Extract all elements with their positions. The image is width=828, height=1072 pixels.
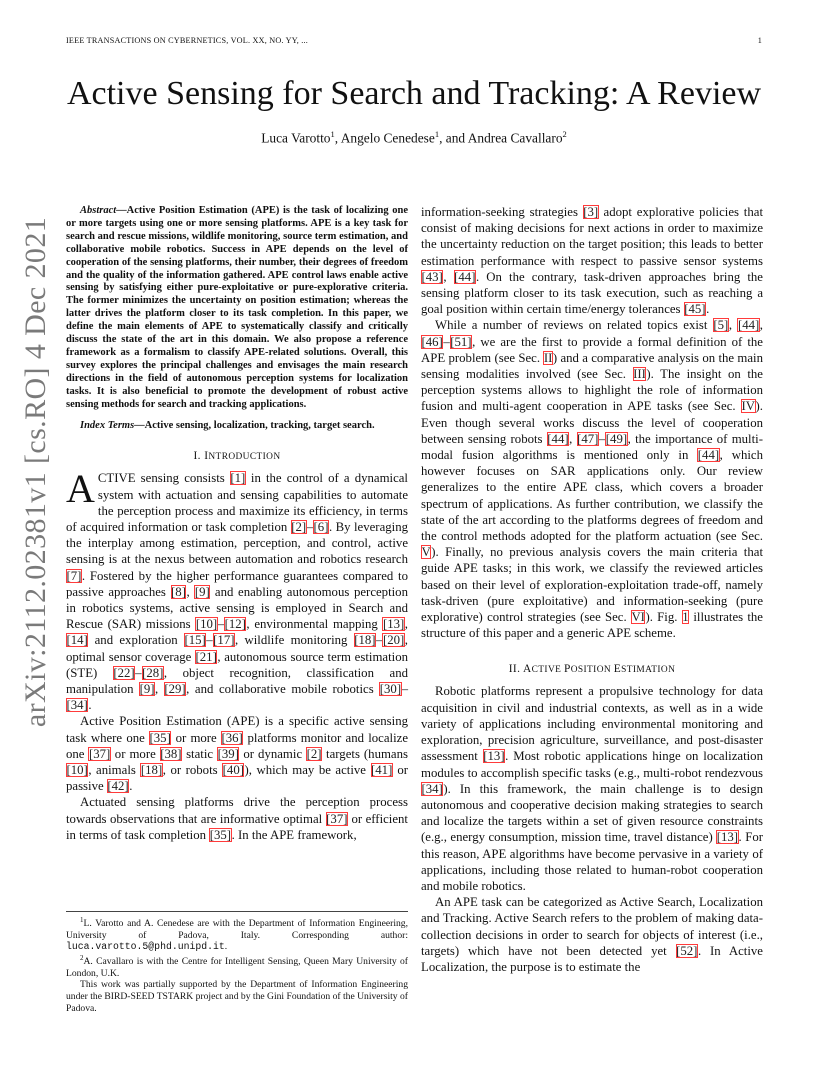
index-terms (66, 420, 408, 433)
body-text: . In the APE framework, (231, 827, 357, 842)
body-text: ). Finally, no previous analysis covers the main criteria that guide APE tasks; in this work, we classify the reviewed articles based on their level of exploration-exploitation trade-off, namely task-driven (pure exploitative) and information-seeking (pure explorative) control strategies (see Sec. (421, 545, 763, 625)
author-name: Angelo Cenedese (340, 130, 435, 146)
body-text: , optimal sensor coverage (66, 633, 408, 664)
section-heading-ape (421, 663, 763, 675)
author-email-link[interactable]: luca.varotto.5@phd.unipd.it (66, 941, 225, 953)
section-title-rest: OSITION (570, 665, 614, 676)
citation-link[interactable]: [7] (66, 568, 82, 583)
section-title-rest: NTRODUCTION (208, 452, 281, 463)
body-text: , (728, 318, 738, 333)
citation-link[interactable]: [44] (697, 448, 720, 463)
body-text: ) and a comparative analysis on the main sensing modalities involved (see Sec. (421, 350, 763, 382)
citation-link[interactable]: [42] (107, 779, 129, 794)
body-text: , autonomous source term estimation (STE) (66, 649, 408, 680)
section-link[interactable]: III (633, 367, 646, 382)
citation-link[interactable]: [39] (217, 746, 239, 761)
body-text: or more (171, 730, 221, 745)
section-link[interactable]: VI (631, 610, 645, 625)
citation-link[interactable]: [44] (454, 269, 476, 284)
citation-link[interactable]: [20] (382, 633, 405, 648)
affiliation-mark: 1 (434, 129, 440, 139)
citation-link[interactable]: [8] (171, 584, 186, 599)
citation-link[interactable]: [18] (354, 633, 376, 648)
section-number: II. (508, 663, 523, 676)
body-text: , or robots (162, 763, 223, 778)
section-title-initial: E (613, 663, 622, 676)
footnote (66, 915, 408, 953)
abstract-text: —Active Position Estimation (APE) is the task of localizing one or more targets using one or more sensing platforms. APE is a key task for search and rescue missions, wildlife monitoring, source term estimation, and collaborative mobile robotics. Success in APE depends on the level of cooperation of the sensing platforms, their number, their degrees of freedom and the quality of the information gathered. APE control laws enable active sensing by satisfying either pure-exploitative or pure-explorative criteria. The former minimizes the uncertainty on position estimation; whereas the latter drives the platform closer to its task completion. In this paper, we define the main elements of APE to systematically classify and critically discuss the state of the art in this domain. We also propose a reference framework as a formalism to classify APE-related solutions. Overall, this survey explores the principal challenges and envisages the main research directions in the field of autonomous perception systems for localization tasks. It is also beneficial to promote the development of robust active sensing methods for search and tracking applications. (66, 205, 408, 410)
body-text: . (706, 302, 710, 317)
citation-link[interactable]: [3] (583, 205, 599, 219)
citation-link[interactable]: [2] (306, 746, 322, 761)
citation-link[interactable]: [52] (676, 943, 698, 958)
citation-link[interactable]: [6] (313, 520, 329, 535)
citation-link[interactable]: [29] (164, 682, 186, 697)
body-text: , the importance of multi-modal fusion algorithms is mentioned only in (421, 431, 763, 463)
body-text: , (569, 431, 577, 446)
body-text: Robotic platforms represent a propulsive technology for data acquisition in civil and industrial contexts, as well as in a wide variety of applications including environmental monitoring and exploration, precision agriculture, surveillance, and post-disaster assessment (421, 684, 763, 764)
footnote (66, 979, 408, 1014)
body-text: static (182, 746, 218, 761)
body-text: . (88, 698, 92, 713)
section-link[interactable]: V (421, 545, 431, 560)
body-text: . (129, 779, 133, 794)
section-number: I. (193, 450, 205, 463)
body-text: – (376, 633, 383, 648)
citation-link[interactable]: [36] (221, 730, 243, 745)
body-text: – (401, 682, 408, 697)
body-text: . By leveraging the interplay among estimation, perception, and control, active sensing is at the nexus between automation and robotics research (66, 520, 408, 567)
section-link[interactable]: II (543, 350, 553, 365)
body-text: . For this reason, APE algorithms have become pervasive in a variety of applications, including those related to human-robot cooperation and mobile robotics. (421, 830, 763, 893)
citation-link[interactable]: [21] (195, 649, 217, 664)
body-text: . Fostered by the higher performance guarantees compared to passive approaches (66, 568, 408, 599)
footnote-text: A. Cavallaro is with the Centre for Intelligent Sensing, Queen Mary University of London, U.K. (66, 956, 408, 979)
body-text: ). Fig. (645, 610, 682, 625)
citation-link[interactable]: [13] (483, 749, 505, 764)
drop-cap: A (66, 466, 95, 512)
citation-link[interactable]: [43] (421, 269, 443, 284)
paragraph (66, 794, 408, 843)
footnote-mark: 2 (80, 953, 84, 962)
citation-link[interactable]: [9] (139, 682, 155, 697)
citation-link[interactable]: [28] (142, 665, 164, 680)
citation-link[interactable]: [12] (224, 617, 246, 632)
journal-name: IEEE TRANSACTIONS ON CYBERNETICS, VOL. XX, NO. YY, ... (66, 36, 309, 45)
paragraph (66, 713, 408, 794)
citation-link[interactable]: [34] (66, 698, 88, 713)
citation-link[interactable]: [46] (421, 334, 443, 349)
body-text: , animals (88, 763, 141, 778)
body-text: in the control of a dynamical system with actuation and sensing capabilities to automate the perception process and maximize its efficiency, in terms of acquired information or task completion (66, 471, 408, 535)
section-title-initial: P (563, 663, 571, 676)
citation-link[interactable]: [14] (66, 633, 88, 648)
body-text: , (404, 617, 408, 632)
body-text: ). Even though several works discuss the level of cooperation between sensing robots (421, 399, 763, 446)
body-text: and exploration (88, 633, 184, 648)
author-separator: , and (439, 130, 468, 146)
body-text: – (598, 431, 606, 446)
section-title-rest: STIMATION (621, 665, 676, 676)
body-text: Active Position Estimation (APE) is a specific active sensing task where one (66, 714, 408, 745)
body-text: , (186, 584, 195, 599)
citation-link[interactable]: [15] (184, 633, 206, 648)
body-text: illustrates the structure of this paper and a generic APE scheme. (421, 610, 763, 641)
paragraph (421, 894, 763, 975)
footnote-text: . (224, 941, 228, 953)
body-text: , and collaborative mobile robotics (186, 682, 380, 697)
footnote-mark: 1 (80, 916, 84, 924)
citation-link[interactable]: [34] (421, 781, 443, 796)
author-list (0, 129, 828, 146)
page-number: 1 (757, 36, 762, 45)
section-heading-introduction (66, 450, 408, 462)
body-text: . On the contrary, task-driven approaches bring the sensing platform closer to its task execution, such as reaching a goal position within certain time/energy tolerances (421, 269, 763, 317)
body-text: ). In this framework, the main challenge is to design autonomous and cooperative decision making strategies to search and localize the targets within a set of given resource constraints (e.g., energy consumption, mission time, travel distance) (421, 781, 763, 845)
citation-link[interactable]: [44] (737, 318, 760, 333)
body-text: and enabling autonomous perception in robotics systems, active sensing is employed in Search and Rescue (SAR) missions (66, 584, 408, 632)
citation-link[interactable]: [5] (713, 318, 729, 333)
citation-link[interactable]: [22] (113, 665, 135, 680)
citation-link[interactable]: [35] (149, 730, 171, 745)
citation-link[interactable]: [10] (195, 617, 218, 632)
body-text: , (443, 269, 454, 284)
body-text: – (135, 665, 142, 680)
abstract-label: Abstract (80, 205, 117, 216)
author-separator: , (334, 130, 341, 146)
body-text: Actuated sensing platforms drive the perception process towards observations that are informative optimal (66, 795, 408, 826)
paper-title: Active Sensing for Search and Tracking: A Review (66, 75, 762, 112)
citation-link[interactable]: [10] (66, 763, 88, 778)
citation-link[interactable]: [13] (382, 617, 405, 632)
body-text: ), which may be active (244, 763, 371, 778)
right-column (421, 204, 763, 975)
citation-link[interactable]: [37] (88, 746, 111, 761)
section-link[interactable]: IV (741, 399, 756, 414)
body-text: or dynamic (239, 746, 307, 761)
paragraph (421, 317, 763, 641)
body-text: . In Active Localization, the purpose is to estimate the (421, 943, 763, 974)
section-title-initial: A (523, 663, 532, 676)
index-terms-label: Index Terms (80, 419, 135, 431)
body-text: CTIVE sensing consists (97, 471, 230, 486)
paragraph (421, 204, 763, 317)
citation-link[interactable]: [41] (371, 763, 393, 778)
body-text: While a number of reviews on related topics exist (435, 318, 713, 333)
running-head (66, 36, 762, 45)
citation-link[interactable]: [45] (684, 302, 706, 317)
citation-link[interactable]: [49] (605, 431, 628, 446)
left-column (66, 205, 408, 843)
body-text: . Most robotic applications hinge on localization modules to accomplish specific tasks (e.g., multi-robot rendezvous (421, 749, 763, 780)
citation-link[interactable]: [18] (140, 763, 163, 778)
body-text: , wildlife monitoring (235, 633, 354, 648)
body-text: – (217, 617, 225, 632)
footnote-text: L. Varotto and A. Cenedese are with the Department of Information Engineering, University of Padova, Italy. Corresponding author: (66, 918, 408, 941)
paragraph (66, 466, 408, 713)
section-title-initial: I (204, 450, 209, 463)
body-text: , environmental mapping (246, 617, 383, 632)
section-title-rest: CTIVE (531, 665, 564, 676)
index-terms-text: —Active sensing, localization, tracking, target search. (134, 419, 375, 431)
body-text: information-seeking strategies (421, 205, 583, 219)
body-text: , object recognition, classification and manipulation (66, 665, 408, 697)
citation-link[interactable]: [38] (160, 746, 182, 761)
citation-link[interactable]: [47] (577, 431, 599, 446)
author-name: Andrea Cavallaro (467, 130, 563, 146)
body-text: ). The insight on the perception systems allows to highlight the role of information fusion and multi-agent cooperation in APE tasks (see Sec. (421, 367, 763, 414)
body-text: , (759, 318, 763, 333)
author-name: Luca Varotto (261, 130, 331, 146)
citation-link[interactable]: [30] (379, 682, 402, 697)
citation-link[interactable]: [44] (547, 431, 569, 446)
footnote-text: This work was partially supported by the Department of Information Engineering under the BIRD-SEED TSTARK project and by the Gini Foundation of the University of Padova. (66, 979, 408, 1014)
footnote (66, 953, 408, 979)
body-text: or more (110, 746, 160, 761)
body-text: or passive (66, 763, 409, 794)
affiliation-mark: 1 (330, 129, 335, 139)
abstract (66, 205, 408, 412)
body-text: – (306, 520, 314, 535)
body-text: An APE task can be categorized as Active Search, Localization and Tracking. Active Search refers to the problem of making data-collection decisions in order to search for objects of interest (i.e., targets) which have not been detected yet (421, 895, 763, 958)
citation-link[interactable]: [51] (450, 334, 472, 349)
citation-link[interactable]: [13] (716, 830, 739, 845)
paragraph (421, 683, 763, 894)
body-text: , which however focuses on SAR applications only. Our review generalizes to the entire APE class, which covers a broader spectrum of applications. As further contribution, we classify the state of the art according to the platforms degrees of freedom and the control methods adopted for the platform actuation (see Sec. (421, 448, 763, 544)
figure-link[interactable]: 1 (682, 610, 689, 625)
citation-link[interactable]: [40] (222, 763, 244, 778)
body-text: – (443, 334, 450, 349)
body-text: , we are the first to provide a formal definition of the APE problem (see Sec. (421, 334, 763, 365)
body-text: targets (humans (322, 746, 408, 761)
affiliation-mark: 2 (562, 129, 567, 139)
body-text: or efficient in terms of task completion (66, 811, 408, 842)
body-text: – (206, 633, 213, 648)
citation-link[interactable]: [17] (213, 633, 235, 648)
body-text: platforms monitor and localize one (66, 730, 409, 761)
body-text: adopt explorative policies that consist of making decisions for next actions in order to maximize the uncertainty reduction on the target position; this leads to better estimation performance with respect to passive sensor systems (421, 205, 763, 268)
body-text: , (155, 682, 164, 697)
citation-link[interactable]: [1] (230, 471, 246, 486)
citation-link[interactable]: [2] (291, 520, 307, 535)
footnotes (66, 911, 408, 1014)
citation-link[interactable]: [37] (326, 811, 348, 826)
citation-link[interactable]: [35] (209, 827, 232, 842)
arxiv-identifier: arXiv:2112.02381v1 [cs.RO] 4 Dec 2021 (19, 216, 52, 728)
citation-link[interactable]: [9] (194, 584, 210, 599)
